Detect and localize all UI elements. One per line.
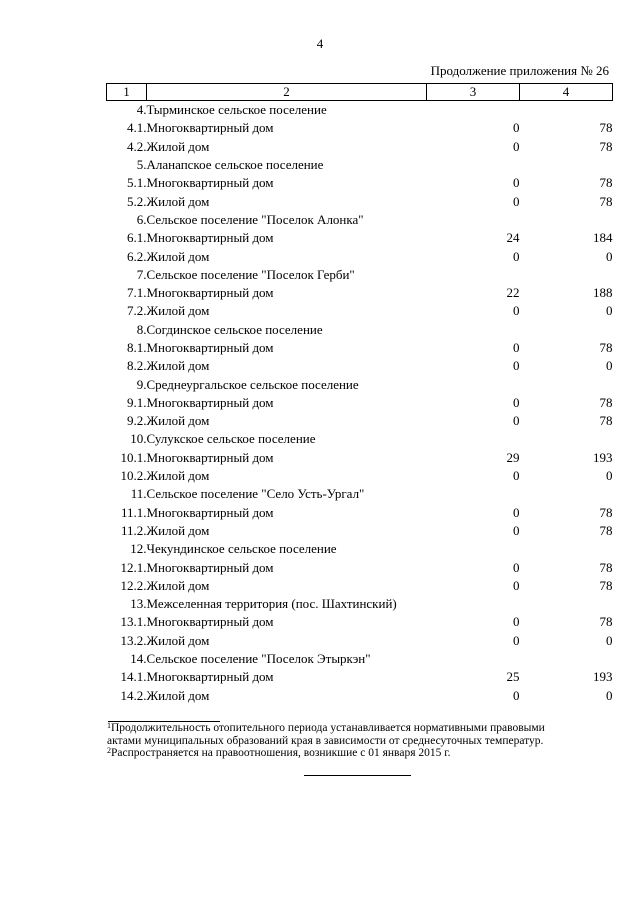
row-number: 6. bbox=[136, 211, 147, 227]
value-col3: 0 bbox=[513, 303, 520, 319]
row-name: Жилой дом bbox=[146, 468, 210, 484]
value-col3: 0 bbox=[513, 175, 520, 191]
data-table bbox=[106, 83, 613, 705]
row-number: 4.1. bbox=[127, 120, 147, 136]
section-row bbox=[107, 266, 613, 284]
value-col3: 0 bbox=[513, 559, 520, 575]
table-row bbox=[107, 577, 613, 595]
column-header: 4 bbox=[520, 84, 613, 101]
row-number: 9.1. bbox=[127, 394, 147, 410]
row-name: Многоквартирный дом bbox=[146, 449, 274, 465]
section-row bbox=[107, 595, 613, 613]
value-col4 bbox=[520, 485, 613, 503]
row-name: Аланапское сельское поселение bbox=[146, 157, 324, 173]
value-col3: 0 bbox=[513, 193, 520, 209]
table-row bbox=[107, 192, 613, 210]
row-name: Жилой дом bbox=[146, 522, 210, 538]
column-header: 3 bbox=[427, 84, 520, 101]
row-name: Жилой дом bbox=[146, 687, 210, 703]
footnote-text: Продолжительность отопительного периода устанавливается нормативными правовыми bbox=[111, 722, 545, 734]
value-col4: 0 bbox=[606, 248, 613, 264]
table-row bbox=[107, 467, 613, 485]
value-col4: 78 bbox=[599, 175, 613, 191]
row-number: 11. bbox=[130, 486, 147, 502]
footnote-marker: 1 bbox=[107, 721, 111, 730]
row-name: Многоквартирный дом bbox=[146, 614, 274, 630]
row-name: Многоквартирный дом bbox=[146, 394, 274, 410]
row-name: Многоквартирный дом bbox=[146, 559, 274, 575]
value-col3: 0 bbox=[513, 358, 520, 374]
row-number: 8.2. bbox=[127, 358, 147, 374]
row-name: Согдинское сельское поселение bbox=[146, 321, 323, 337]
value-col4 bbox=[520, 321, 613, 339]
column-header: 1 bbox=[107, 84, 147, 101]
value-col3 bbox=[427, 595, 520, 613]
row-name: Жилой дом bbox=[146, 303, 210, 319]
value-col3: 0 bbox=[513, 632, 520, 648]
page-number: 4 bbox=[316, 36, 324, 51]
row-number: 13. bbox=[130, 596, 147, 612]
value-col4: 78 bbox=[599, 559, 613, 575]
row-name: Жилой дом bbox=[146, 577, 210, 593]
value-col3: 0 bbox=[513, 577, 520, 593]
table-header-row bbox=[107, 84, 613, 101]
row-number: 8.1. bbox=[127, 340, 147, 355]
row-name: Жилой дом bbox=[146, 138, 210, 154]
row-number: 10. bbox=[130, 431, 147, 447]
value-col4: 78 bbox=[599, 522, 613, 538]
row-name: Многоквартирный дом bbox=[146, 285, 274, 301]
row-number: 7.2. bbox=[127, 303, 147, 319]
footnote-1-continued: актами муниципальных образований края в зависимости от среднесуточных температур. bbox=[107, 734, 544, 747]
value-col4: 0 bbox=[606, 358, 613, 374]
row-name: Среднеургальское сельское поселение bbox=[146, 376, 359, 392]
row-name: Многоквартирный дом bbox=[146, 230, 274, 246]
value-col3: 29 bbox=[506, 449, 520, 465]
row-name: Многоквартирный дом bbox=[146, 120, 274, 136]
value-col3 bbox=[427, 211, 520, 229]
row-number: 8. bbox=[136, 321, 147, 337]
row-number: 10.2. bbox=[120, 468, 147, 484]
row-number: 5.2. bbox=[127, 193, 147, 209]
row-number: 4.2. bbox=[127, 138, 147, 154]
row-number: 5. bbox=[136, 157, 147, 173]
section-row bbox=[107, 101, 613, 120]
row-number: 9. bbox=[136, 376, 147, 392]
value-col3 bbox=[427, 650, 520, 668]
value-col3: 0 bbox=[513, 504, 520, 520]
table-row bbox=[107, 613, 613, 631]
footnotes bbox=[107, 722, 612, 760]
row-number: 6.1. bbox=[127, 230, 147, 246]
table-row bbox=[107, 138, 613, 156]
row-number: 4. bbox=[136, 102, 147, 118]
footnote-2 bbox=[107, 747, 612, 760]
end-separator bbox=[304, 775, 411, 776]
value-col3: 25 bbox=[506, 669, 520, 685]
row-name: Сельское поселение "Поселок Алонка" bbox=[146, 211, 364, 227]
value-col4: 0 bbox=[606, 303, 613, 319]
table-row bbox=[107, 284, 613, 302]
table-row bbox=[107, 302, 613, 320]
value-col3: 0 bbox=[513, 248, 520, 264]
table-row bbox=[107, 687, 613, 705]
row-name: Межселенная территория (пос. Шахтинский) bbox=[146, 596, 397, 612]
row-number: 13.2. bbox=[120, 632, 147, 648]
value-col3: 0 bbox=[513, 138, 520, 154]
value-col3: 0 bbox=[513, 394, 520, 410]
row-name: Сулукское сельское поселение bbox=[146, 431, 316, 447]
row-number: 13.1. bbox=[120, 614, 147, 630]
row-name: Многоквартирный дом bbox=[146, 340, 274, 355]
row-number: 6.2. bbox=[127, 248, 147, 264]
table-row bbox=[107, 558, 613, 576]
value-col4: 184 bbox=[593, 230, 613, 246]
value-col4: 78 bbox=[599, 577, 613, 593]
value-col4: 78 bbox=[599, 193, 613, 209]
table-row bbox=[107, 229, 613, 247]
row-name: Многоквартирный дом bbox=[146, 175, 274, 191]
value-col3: 22 bbox=[506, 285, 520, 301]
table-row bbox=[107, 119, 613, 137]
value-col3: 0 bbox=[513, 340, 520, 355]
row-name: Тырминское сельское поселение bbox=[146, 102, 327, 118]
table-row bbox=[107, 504, 613, 522]
table-row bbox=[107, 339, 613, 357]
value-col4: 0 bbox=[606, 632, 613, 648]
row-name: Чекундинское сельское поселение bbox=[146, 541, 337, 557]
row-number: 12.2. bbox=[120, 577, 147, 593]
row-number: 12.1. bbox=[120, 559, 147, 575]
value-col4: 78 bbox=[599, 413, 613, 429]
value-col4: 0 bbox=[606, 687, 613, 703]
value-col3: 0 bbox=[513, 522, 520, 538]
value-col3: 0 bbox=[513, 468, 520, 484]
table-row bbox=[107, 522, 613, 540]
section-row bbox=[107, 540, 613, 558]
value-col4: 78 bbox=[599, 504, 613, 520]
column-header: 2 bbox=[147, 84, 427, 101]
row-name: Жилой дом bbox=[146, 358, 210, 374]
value-col4 bbox=[520, 156, 613, 174]
value-col3 bbox=[427, 101, 520, 120]
section-row bbox=[107, 321, 613, 339]
value-col3 bbox=[427, 430, 520, 448]
row-name: Жилой дом bbox=[146, 193, 210, 209]
table-row bbox=[107, 668, 613, 686]
value-col4 bbox=[520, 266, 613, 284]
row-number: 14.2. bbox=[120, 687, 147, 703]
row-name: Жилой дом bbox=[146, 413, 210, 429]
value-col3: 24 bbox=[506, 230, 520, 246]
value-col4 bbox=[520, 101, 613, 120]
value-col3: 0 bbox=[513, 687, 520, 703]
row-number: 11.1. bbox=[120, 504, 147, 520]
value-col4 bbox=[520, 375, 613, 393]
row-number: 10.1. bbox=[120, 449, 147, 465]
section-row bbox=[107, 430, 613, 448]
value-col3 bbox=[427, 375, 520, 393]
value-col4 bbox=[520, 595, 613, 613]
row-name: Сельское поселение "Поселок Герби" bbox=[146, 266, 355, 282]
table-row bbox=[107, 412, 613, 430]
value-col3: 0 bbox=[513, 120, 520, 136]
row-number: 12. bbox=[130, 541, 147, 557]
section-row bbox=[107, 156, 613, 174]
value-col4: 78 bbox=[599, 340, 613, 355]
value-col4: 188 bbox=[593, 285, 613, 301]
section-row bbox=[107, 211, 613, 229]
row-name: Жилой дом bbox=[146, 248, 210, 264]
value-col4 bbox=[520, 540, 613, 558]
value-col3 bbox=[427, 485, 520, 503]
row-number: 5.1. bbox=[127, 175, 147, 191]
footnote-1 bbox=[107, 722, 612, 735]
value-col4: 78 bbox=[599, 120, 613, 136]
section-row bbox=[107, 375, 613, 393]
table-body bbox=[107, 101, 613, 705]
value-col3 bbox=[427, 321, 520, 339]
row-number: 14.1. bbox=[120, 669, 147, 685]
value-col4 bbox=[520, 430, 613, 448]
value-col4 bbox=[520, 650, 613, 668]
table-row bbox=[107, 174, 613, 192]
row-number: 7. bbox=[136, 266, 147, 282]
footnote-text: Распространяется на правоотношения, возникшие с 01 января 2015 г. bbox=[111, 747, 451, 759]
value-col4: 0 bbox=[606, 468, 613, 484]
continuation-caption: Продолжение приложения № 26 bbox=[430, 63, 609, 78]
row-number: 11.2. bbox=[120, 522, 147, 538]
row-number: 7.1. bbox=[127, 285, 147, 301]
table-row bbox=[107, 247, 613, 265]
section-row bbox=[107, 650, 613, 668]
row-number: 9.2. bbox=[127, 413, 147, 429]
value-col4: 78 bbox=[599, 394, 613, 410]
section-row bbox=[107, 485, 613, 503]
value-col3 bbox=[427, 156, 520, 174]
value-col4: 78 bbox=[599, 614, 613, 630]
row-name: Многоквартирный дом bbox=[146, 504, 274, 520]
value-col3 bbox=[427, 540, 520, 558]
value-col4: 193 bbox=[593, 669, 613, 685]
value-col3 bbox=[427, 266, 520, 284]
table-row bbox=[107, 449, 613, 467]
table-row bbox=[107, 632, 613, 650]
row-number: 14. bbox=[130, 651, 147, 667]
row-name: Жилой дом bbox=[146, 632, 210, 648]
value-col3: 0 bbox=[513, 614, 520, 630]
value-col4: 78 bbox=[599, 138, 613, 154]
table-row bbox=[107, 394, 613, 412]
row-name: Сельское поселение "Поселок Этыркэн" bbox=[146, 651, 371, 667]
footnote-marker: 2 bbox=[107, 746, 111, 755]
row-name: Многоквартирный дом bbox=[146, 669, 274, 685]
value-col4: 193 bbox=[593, 449, 613, 465]
value-col4 bbox=[520, 211, 613, 229]
table-row bbox=[107, 357, 613, 375]
row-name: Сельское поселение "Село Усть-Ургал" bbox=[146, 486, 365, 502]
value-col3: 0 bbox=[513, 413, 520, 429]
